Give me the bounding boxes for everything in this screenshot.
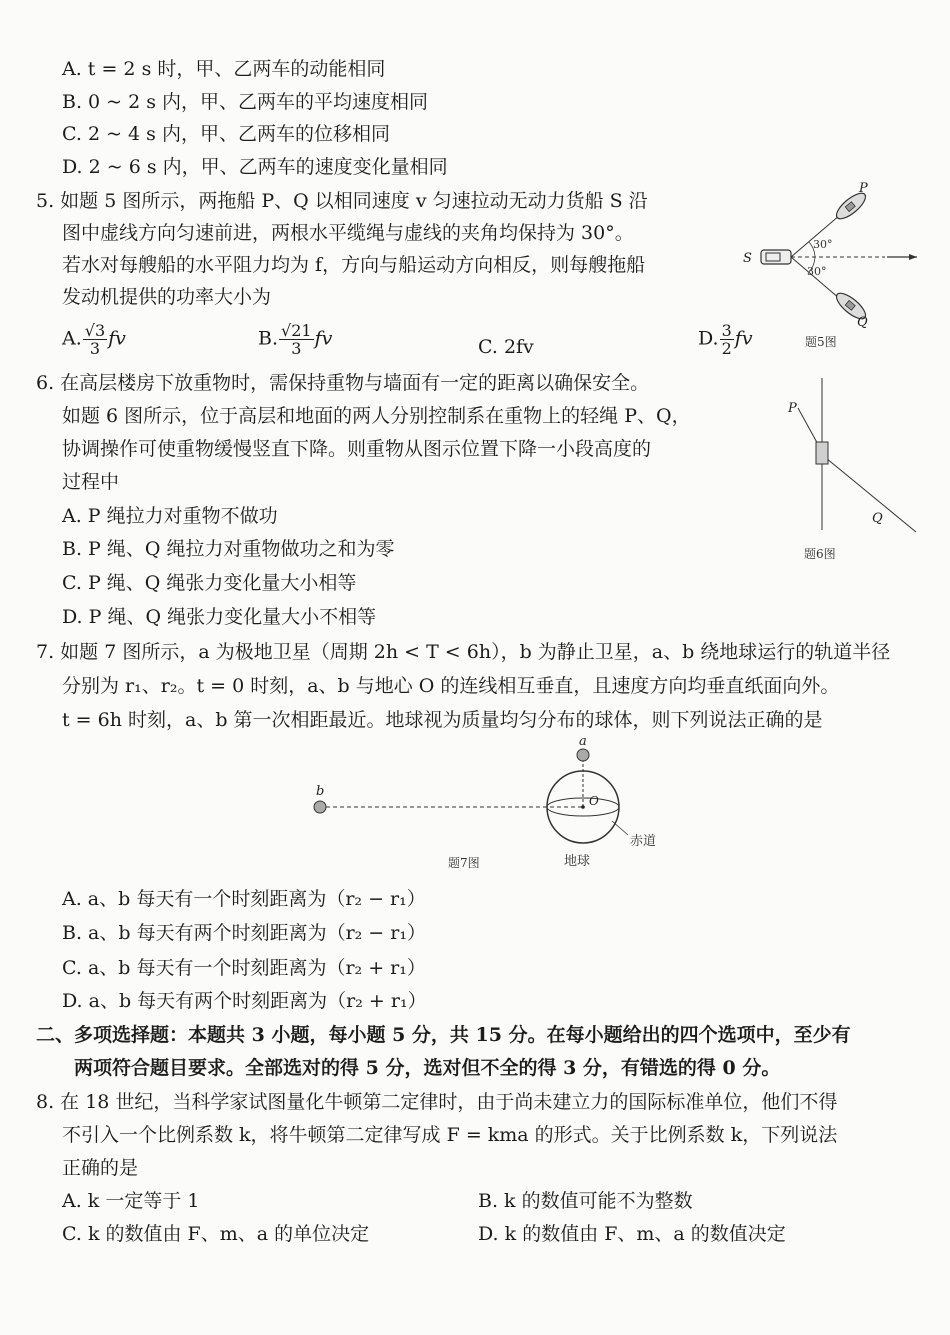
label-earth: 地球	[564, 854, 591, 869]
arrow-head	[909, 254, 917, 260]
q5-option-c: C. 2fv	[478, 336, 534, 358]
q8-option-d: D. k 的数值由 F、m、a 的数值决定	[478, 1223, 786, 1245]
q5-stem-line-2: 图中虚线方向匀速前进，两根水平缆绳与虚线的夹角均保持为 30°。	[62, 222, 634, 244]
q6-option-b: B. P 绳、Q 绳拉力对重物做功之和为零	[62, 538, 395, 560]
q4-option-a: A. t = 2 s 时，甲、乙两车的动能相同	[62, 58, 386, 80]
q5-stem-line-4: 发动机提供的功率大小为	[62, 286, 272, 308]
section-2-heading-line-1: 二、多项选择题：本题共 3 小题，每小题 5 分，共 15 分。在每小题给出的四个选项中，至少有	[36, 1024, 851, 1046]
figure-7	[290, 735, 690, 875]
figure-7-caption: 题7图	[448, 856, 480, 870]
angle-label-bottom: 30°	[807, 265, 827, 278]
q5-stem-line-3: 若水对每艘船的水平阻力均为 f，方向与船运动方向相反，则每艘拖船	[62, 254, 646, 276]
q6-stem-line-4: 过程中	[62, 471, 120, 493]
q6-option-a: A. P 绳拉力对重物不做功	[62, 505, 278, 527]
label-b: b	[316, 784, 325, 799]
q7-option-b: B. a、b 每天有两个时刻距离为（r₂ − r₁）	[62, 922, 426, 944]
section-2-heading-line-2: 两项符合题目要求。全部选对的得 5 分，选对但不全的得 3 分，有错选的得 0 分。	[74, 1057, 781, 1079]
q6-option-d: D. P 绳、Q 绳张力变化量大小不相等	[62, 606, 377, 628]
q5-option-b: B. $\frac{√21}{3}$ fv	[258, 321, 333, 358]
rope-q	[826, 458, 916, 532]
figure-6-caption: 题6图	[804, 547, 836, 561]
q5-option-a: A. $\frac{√3}{3}$ fv	[62, 321, 126, 358]
q7-option-a: A. a、b 每天有一个时刻距离为（r₂ − r₁）	[62, 888, 426, 910]
label-q: Q	[857, 315, 868, 330]
q8-stem-line-3: 正确的是	[62, 1157, 139, 1179]
satellite-a	[577, 749, 589, 761]
label-p: P	[788, 401, 797, 416]
q7-option-d: D. a、b 每天有两个时刻距离为（r₂ + r₁）	[62, 990, 427, 1012]
satellite-b	[314, 801, 326, 813]
equator-pointer	[612, 821, 628, 835]
q6-stem-line-1: 6. 在高层楼房下放重物时，需保持重物与墙面有一定的距离以确保安全。	[36, 372, 650, 394]
q5-option-d: D. $\frac{3}{2}$ fv	[698, 321, 753, 358]
label-a: a	[579, 735, 587, 749]
q6-stem-line-2: 如题 6 图所示，位于高层和地面的两人分别控制系在重物上的轻绳 P、Q，	[62, 405, 691, 427]
q5-stem-line-1: 5. 如题 5 图所示，两拖船 P、Q 以相同速度 v 匀速拉动无动力货船 S 沿	[36, 190, 648, 212]
q7-stem-line-3: t = 6h 时刻，a、b 第一次相距最近。地球视为质量均匀分布的球体，则下列说法正确的是	[62, 709, 823, 731]
earth-center	[581, 805, 585, 809]
label-o: O	[589, 794, 599, 808]
label-equator: 赤道	[630, 834, 657, 849]
q7-stem-line-2: 分别为 r₁、r₂。t = 0 时刻，a、b 与地心 O 的连线相互垂直，且速度方向均垂直纸面向外。	[62, 675, 840, 697]
figure-5	[735, 178, 925, 358]
label-p: P	[859, 181, 868, 196]
q4-option-b: B. 0 ~ 2 s 内，甲、乙两车的平均速度相同	[62, 91, 429, 113]
q8-stem-line-1: 8. 在 18 世纪，当科学家试图量化牛顿第二定律时，由于尚未建立力的国际标准单位，他们不得	[36, 1091, 838, 1113]
heavy-object	[816, 442, 828, 464]
q8-option-c: C. k 的数值由 F、m、a 的单位决定	[62, 1223, 370, 1245]
q6-stem-line-3: 协调操作可使重物缓慢竖直下降。则重物从图示位置下降一小段高度的	[62, 438, 652, 460]
label-q: Q	[872, 511, 883, 526]
q6-option-c: C. P 绳、Q 绳张力变化量大小相等	[62, 572, 357, 594]
q4-option-d: D. 2 ~ 6 s 内，甲、乙两车的速度变化量相同	[62, 156, 448, 178]
q7-option-c: C. a、b 每天有一个时刻距离为（r₂ + r₁）	[62, 957, 426, 979]
figure-5-caption: 题5图	[805, 335, 837, 349]
label-s: S	[743, 251, 752, 266]
figure-6	[768, 370, 938, 570]
q8-option-a: A. k 一定等于 1	[62, 1190, 200, 1212]
q7-stem-line-1: 7. 如题 7 图所示，a 为极地卫星（周期 2h < T < 6h），b 为静止卫星，a、b 绕地球运行的轨道半径	[36, 641, 891, 663]
q8-option-b: B. k 的数值可能不为整数	[478, 1190, 693, 1212]
q8-stem-line-2: 不引入一个比例系数 k，将牛顿第二定律写成 F = kma 的形式。关于比例系数 k，下列说法	[62, 1124, 838, 1146]
angle-label-top: 30°	[813, 238, 833, 251]
rope-q	[791, 257, 840, 299]
q4-option-c: C. 2 ~ 4 s 内，甲、乙两车的位移相同	[62, 123, 390, 145]
